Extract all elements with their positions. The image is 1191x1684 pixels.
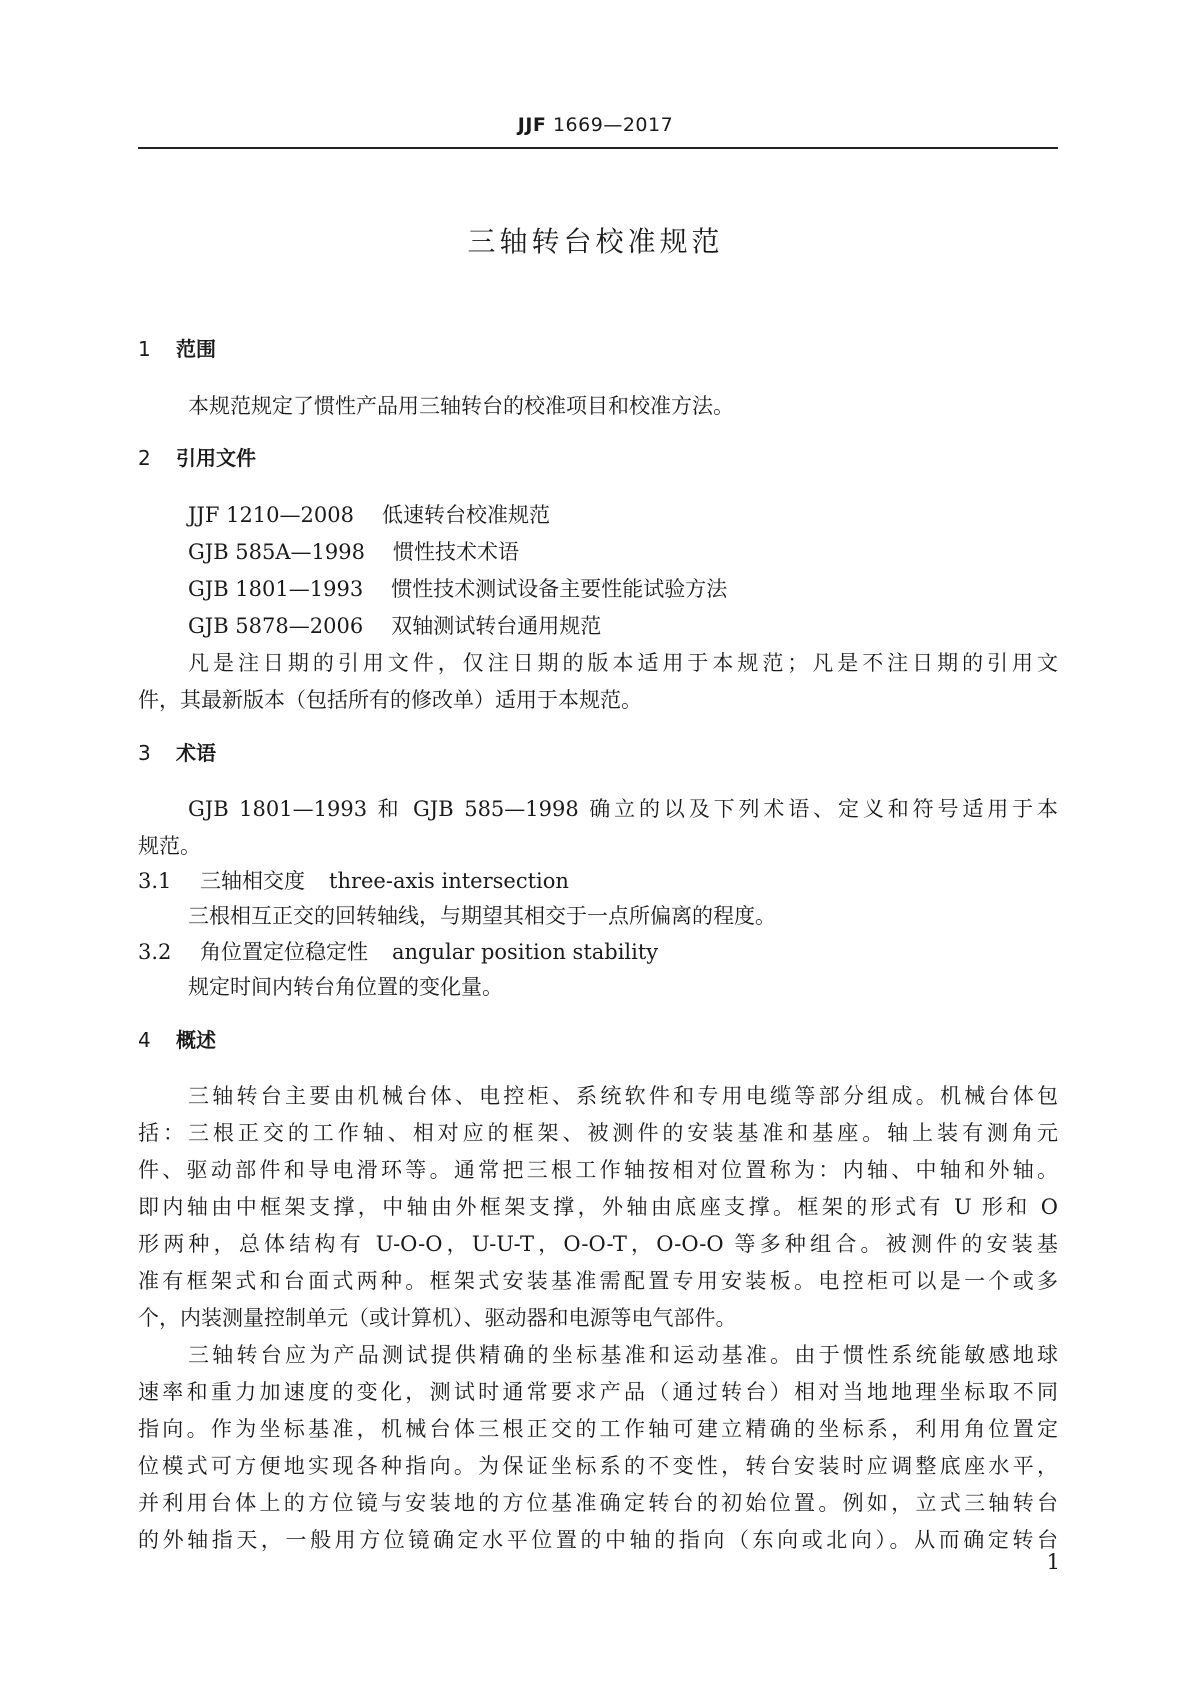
document-code xyxy=(0,114,1191,136)
terms-intro-line: 规范。 xyxy=(138,834,201,858)
reference-code: GJB 585A—1998 xyxy=(188,540,365,564)
term-number: 3.2 xyxy=(138,940,172,964)
term-definition: 三根相互正交的回转轴线，与期望其相交于一点所偏离的程度。 xyxy=(188,904,776,928)
section-2-heading xyxy=(138,443,1058,473)
reference-note-line: 件，其最新版本（包括所有的修改单）适用于本规范。 xyxy=(138,688,642,712)
term-definition: 规定时间内转台角位置的变化量。 xyxy=(188,975,503,999)
reference-title: 低速转台校准规范 xyxy=(381,503,550,527)
section-3-title: 术语 xyxy=(176,741,216,765)
overview-p1-line: 三轴转台主要由机械台体、电控柜、系统软件和专用电缆等部分组成。机械台体包 xyxy=(188,1084,1058,1108)
document-code-prefix: JJF xyxy=(517,114,547,136)
overview-p2-line: 速率和重力加速度的变化，测试时通常要求产品（通过转台）相对当地地理坐标取不同 xyxy=(138,1380,1058,1404)
reference-note-line: 凡是注日期的引用文件，仅注日期的版本适用于本规范；凡是不注日期的引用文 xyxy=(188,651,1058,675)
section-1-title: 范围 xyxy=(176,337,216,361)
reference-title: 惯性技术术语 xyxy=(393,540,519,564)
reference-title: 惯性技术测试设备主要性能试验方法 xyxy=(391,577,728,601)
overview-p2-line: 指向。作为坐标基准，机械台体三根正交的工作轴可建立精确的坐标系，利用角位置定 xyxy=(138,1417,1058,1441)
overview-p1-line: 个，内装测量控制单元（或计算机）、驱动器和电源等电气部件。 xyxy=(138,1306,737,1330)
reference-code: GJB 1801—1993 xyxy=(188,577,364,601)
reference-item xyxy=(188,574,1058,604)
term-chinese: 角位置定位稳定性 xyxy=(200,940,368,964)
overview-p1-line: 括：三根正交的工作轴、相对应的框架、被测件的安装基准和基座。轴上装有测角元 xyxy=(138,1121,1058,1145)
overview-p2-line: 的外轴指天，一般用方位镜确定水平位置的中轴的指向（东向或北向）。从而确定转台 xyxy=(138,1528,1058,1552)
section-2-title: 引用文件 xyxy=(176,446,256,470)
overview-p2-line: 并利用台体上的方位镜与安装地的方位基准确定转台的初始位置。例如，立式三轴转台 xyxy=(138,1491,1058,1515)
page-number: 1 xyxy=(1046,1550,1060,1574)
reference-item xyxy=(188,611,1058,641)
term-english: angular position stability xyxy=(392,940,659,964)
reference-title: 双轴测试转台通用规范 xyxy=(391,614,602,638)
section-4-number: 4 xyxy=(138,1028,151,1052)
document-title: 三轴转台校准规范 xyxy=(467,225,724,258)
section-1-heading xyxy=(138,334,1058,364)
reference-code: GJB 5878—2006 xyxy=(188,614,364,638)
header-rule xyxy=(138,147,1058,149)
term-heading xyxy=(138,866,1058,896)
section-3-heading xyxy=(138,738,1058,768)
section-3-number: 3 xyxy=(138,741,151,765)
term-chinese: 三轴相交度 xyxy=(200,869,305,893)
section-2-number: 2 xyxy=(138,446,151,470)
reference-item xyxy=(188,500,1058,530)
overview-p1-line: 件、驱动部件和导电滑环等。通常把三根工作轴按相对位置称为：内轴、中轴和外轴。 xyxy=(138,1158,1058,1182)
section-4-heading xyxy=(138,1025,1058,1055)
reference-item xyxy=(188,537,1058,567)
overview-p2-line: 位模式可方便地实现各种指向。为保证坐标系的不变性，转台安装时应调整底座水平， xyxy=(138,1454,1058,1478)
term-english: three-axis intersection xyxy=(329,869,569,893)
overview-p1-line: 即内轴由中框架支撑，中轴由外框架支撑，外轴由底座支撑。框架的形式有 U 形和 O xyxy=(138,1195,1058,1219)
term-number: 3.1 xyxy=(138,869,172,893)
term-heading xyxy=(138,937,1058,967)
overview-p2-line: 三轴转台应为产品测试提供精确的坐标基准和运动基准。由于惯性系统能敏感地球 xyxy=(188,1343,1058,1367)
section-1-paragraph: 本规范规定了惯性产品用三轴转台的校准项目和校准方法。 xyxy=(188,394,734,418)
overview-p1-line: 准有框架式和台面式两种。框架式安装基准需配置专用安装板。电控柜可以是一个或多 xyxy=(138,1269,1058,1293)
overview-p1-line: 形两种，总体结构有 U-O-O，U-U-T，O-O-T，O-O-O 等多种组合。被测件的安装基 xyxy=(138,1232,1058,1256)
section-4-title: 概述 xyxy=(176,1028,216,1052)
terms-intro-line: GJB 1801—1993 和 GJB 585—1998 确立的以及下列术语、定义和符号适用于本 xyxy=(188,797,1058,821)
reference-code: JJF 1210—2008 xyxy=(188,503,354,527)
document-code-number: 1669—2017 xyxy=(552,114,674,136)
section-1-number: 1 xyxy=(138,337,151,361)
